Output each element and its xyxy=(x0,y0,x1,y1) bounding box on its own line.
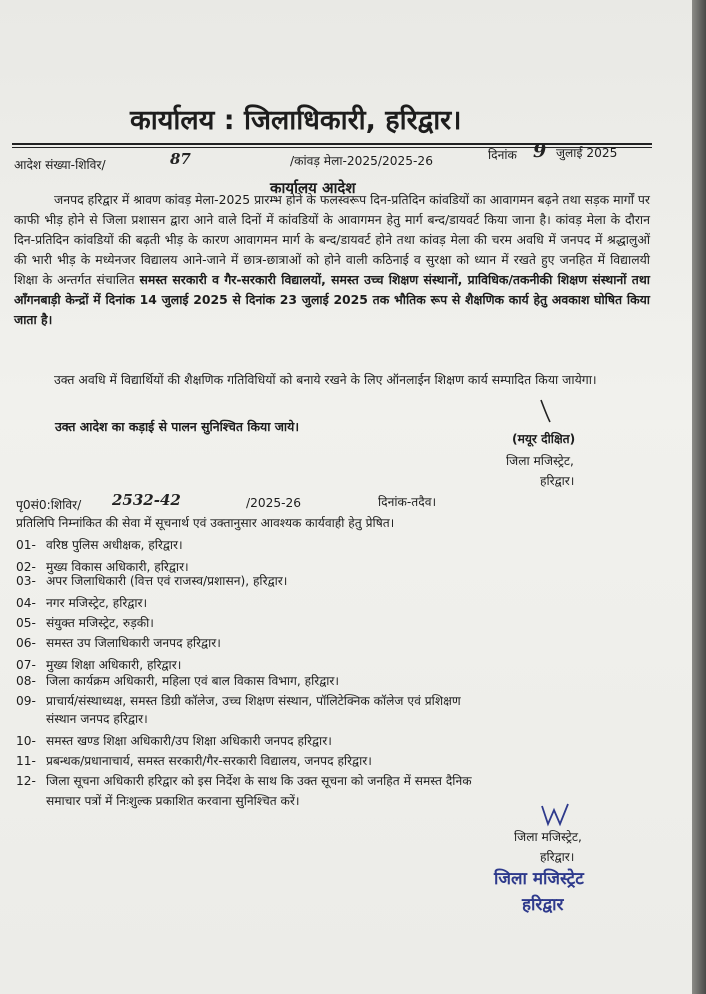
signatory-designation: जिला मजिस्ट्रेट, xyxy=(506,454,574,468)
copy-reference-year: /2025-26 xyxy=(246,496,302,510)
body-paragraph-2: उक्त अवधि में विद्यार्थियों की शैक्षणिक गतिविधियों को बनाये रखने के लिए ऑनलाईन शिक्षण कार्य सम्पादित किया जायेगा। xyxy=(54,372,597,387)
list-item xyxy=(16,772,472,789)
list-item xyxy=(16,536,183,553)
signature-mark-2 xyxy=(538,800,578,830)
page-edge-shadow xyxy=(692,0,706,994)
list-item-text: संयुक्त मजिस्ट्रेट, रुड़की। xyxy=(46,616,154,630)
list-item-continuation: समाचार पत्रों में निःशुल्क प्रकाशित करवाना सुनिश्चित करें। xyxy=(46,794,300,808)
list-item-number: 12- xyxy=(16,774,36,788)
list-item-number: 05- xyxy=(16,616,36,630)
list-item xyxy=(16,594,147,611)
list-item-number: 02- xyxy=(16,560,36,574)
list-item-text: मुख्य शिक्षा अधिकारी, हरिद्वार। xyxy=(46,658,182,672)
body-paragraph-1-bold: समस्त सरकारी व गैर-सरकारी विद्यालयों, समस्त उच्च शिक्षण संस्थानों, प्राविधिक/तकनीकी शिक्षण संस्थानों तथा आँगनबाड़ी केन्द्रों में दिनांक 14 जुलाई 2025 से दिनांक 23 जुलाई 2025 तक भौतिक रूप से शैक्षणिक कार्य हेतु अवकाश घोषित किया जाता है। xyxy=(14,272,650,327)
list-item-text: जिला कार्यक्रम अधिकारी, महिला एवं बाल विकास विभाग, हरिद्वार। xyxy=(46,674,340,688)
list-item xyxy=(16,614,154,631)
list-item-number: 08- xyxy=(16,674,36,688)
list-item xyxy=(16,732,332,749)
list-item-text: प्राचार्य/संस्थाध्यक्ष, समस्त डिग्री कॉलेज, उच्च शिक्षण संस्थान, पॉलिटेक्निक कॉलेज एवं प्रशिक्षण xyxy=(46,694,461,708)
list-item xyxy=(16,672,339,689)
copy-reference-label: पृ0सं0:शिविर/ xyxy=(16,498,82,512)
signatory-name: (मयूर दीक्षित) xyxy=(512,432,576,446)
official-stamp-line-2: हरिद्वार xyxy=(522,895,564,915)
official-stamp-line-1: जिला मजिस्ट्रेट xyxy=(494,869,584,889)
list-item xyxy=(16,692,461,709)
list-item xyxy=(16,656,181,673)
list-item-number: 03- xyxy=(16,574,36,588)
body-paragraph-1-text: जनपद हरिद्वार में श्रावण कांवड़ मेला-2025 प्रारम्भ होने के फलस्वरूप दिन-प्रतिदिन कांवडियों का आवागमन बढ़ने तथा सड़क मार्गों पर काफी भीड़ होने से जिला प्रशासन द्वारा आने वाले दिनों में कांवडियों के आवागमन हेतु मार्ग बन्द/डायवर्ट किया जाना है। कांवड़ मेला के दौरान दिन-प्रतिदिन कांवडियों की बढ़ती भीड़ के कारण आवागमन मार्ग के बन्द/डायवर्ट होने तथा कांवड़ मेला की चरम अवधि में जनपद में श्रद्धालुओं की भारी भीड़ के मध्येनजर विद्यालय आने-जाने में छात्र-छात्राओं को होने वाली कठिनाई व सुरक्षा को ध्यान में रखते हुए जनहित में विद्यालयी शिक्षा के अन्तर्गत संचालित xyxy=(14,192,650,287)
list-item-continuation: संस्थान जनपद हरिद्वार। xyxy=(46,712,148,726)
list-item-number: 07- xyxy=(16,658,36,672)
list-item-number: 11- xyxy=(16,754,36,768)
order-reference: /कांवड़ मेला-2025/2025-26 xyxy=(290,154,433,168)
list-item-text: नगर मजिस्ट्रेट, हरिद्वार। xyxy=(46,596,148,610)
copy-reference-handwritten: 2532-42 xyxy=(112,491,181,509)
list-item-text: समस्त खण्ड शिक्षा अधिकारी/उप शिक्षा अधिकारी जनपद हरिद्वार। xyxy=(46,734,332,748)
office-title: कार्यालय : जिलाधिकारी, हरिद्वार। xyxy=(130,105,462,136)
date-month-year: जुलाई 2025 xyxy=(556,146,618,160)
list-item xyxy=(16,572,287,589)
body-paragraph-1 xyxy=(14,190,650,330)
order-number-handwritten: 87 xyxy=(170,150,191,168)
list-item xyxy=(16,634,221,651)
list-item-number: 01- xyxy=(16,538,36,552)
order-compliance-line: उक्त आदेश का कड़ाई से पालन सुनिश्चित किया जाये। xyxy=(55,419,300,434)
order-number-label: आदेश संख्या-शिविर/ xyxy=(14,158,106,172)
list-item-number: 06- xyxy=(16,636,36,650)
list-item-text: जिला सूचना अधिकारी हरिद्वार को इस निर्देश के साथ कि उक्त सूचना को जनहित में समस्त दैनिक xyxy=(46,774,472,788)
list-item-text: मुख्य विकास अधिकारी, हरिद्वार। xyxy=(46,560,189,574)
list-item-text: वरिष्ठ पुलिस अधीक्षक, हरिद्वार। xyxy=(46,538,183,552)
copy-intro: प्रतिलिपि निम्नांकित की सेवा में सूचनार्थ एवं उक्तानुसार आवश्यक कार्यवाही हेतु प्रेषित। xyxy=(16,516,395,530)
list-item-text: समस्त उप जिलाधिकारी जनपद हरिद्वार। xyxy=(46,636,221,650)
signatory-place: हरिद्वार। xyxy=(540,474,575,488)
date-label: दिनांक xyxy=(488,148,517,162)
list-item-text: अपर जिलाधिकारी (वित्त एवं राजस्व/प्रशासन), हरिद्वार। xyxy=(46,574,288,588)
signatory-designation-2: जिला मजिस्ट्रेट, xyxy=(514,830,582,844)
date-handwritten: 9 xyxy=(533,140,547,162)
list-item-number: 04- xyxy=(16,596,36,610)
signatory-place-2: हरिद्वार। xyxy=(540,850,575,864)
copy-reference-date: दिनांक-तदैव। xyxy=(378,495,437,509)
list-item-number: 10- xyxy=(16,734,36,748)
list-item xyxy=(16,752,372,769)
list-item-text: प्रबन्धक/प्रधानाचार्य, समस्त सरकारी/गैर-सरकारी विद्यालय, जनपद हरिद्वार। xyxy=(46,754,372,768)
list-item-number: 09- xyxy=(16,694,36,708)
signature-mark xyxy=(538,398,554,424)
order-heading: कार्यालय आदेश xyxy=(270,179,356,197)
